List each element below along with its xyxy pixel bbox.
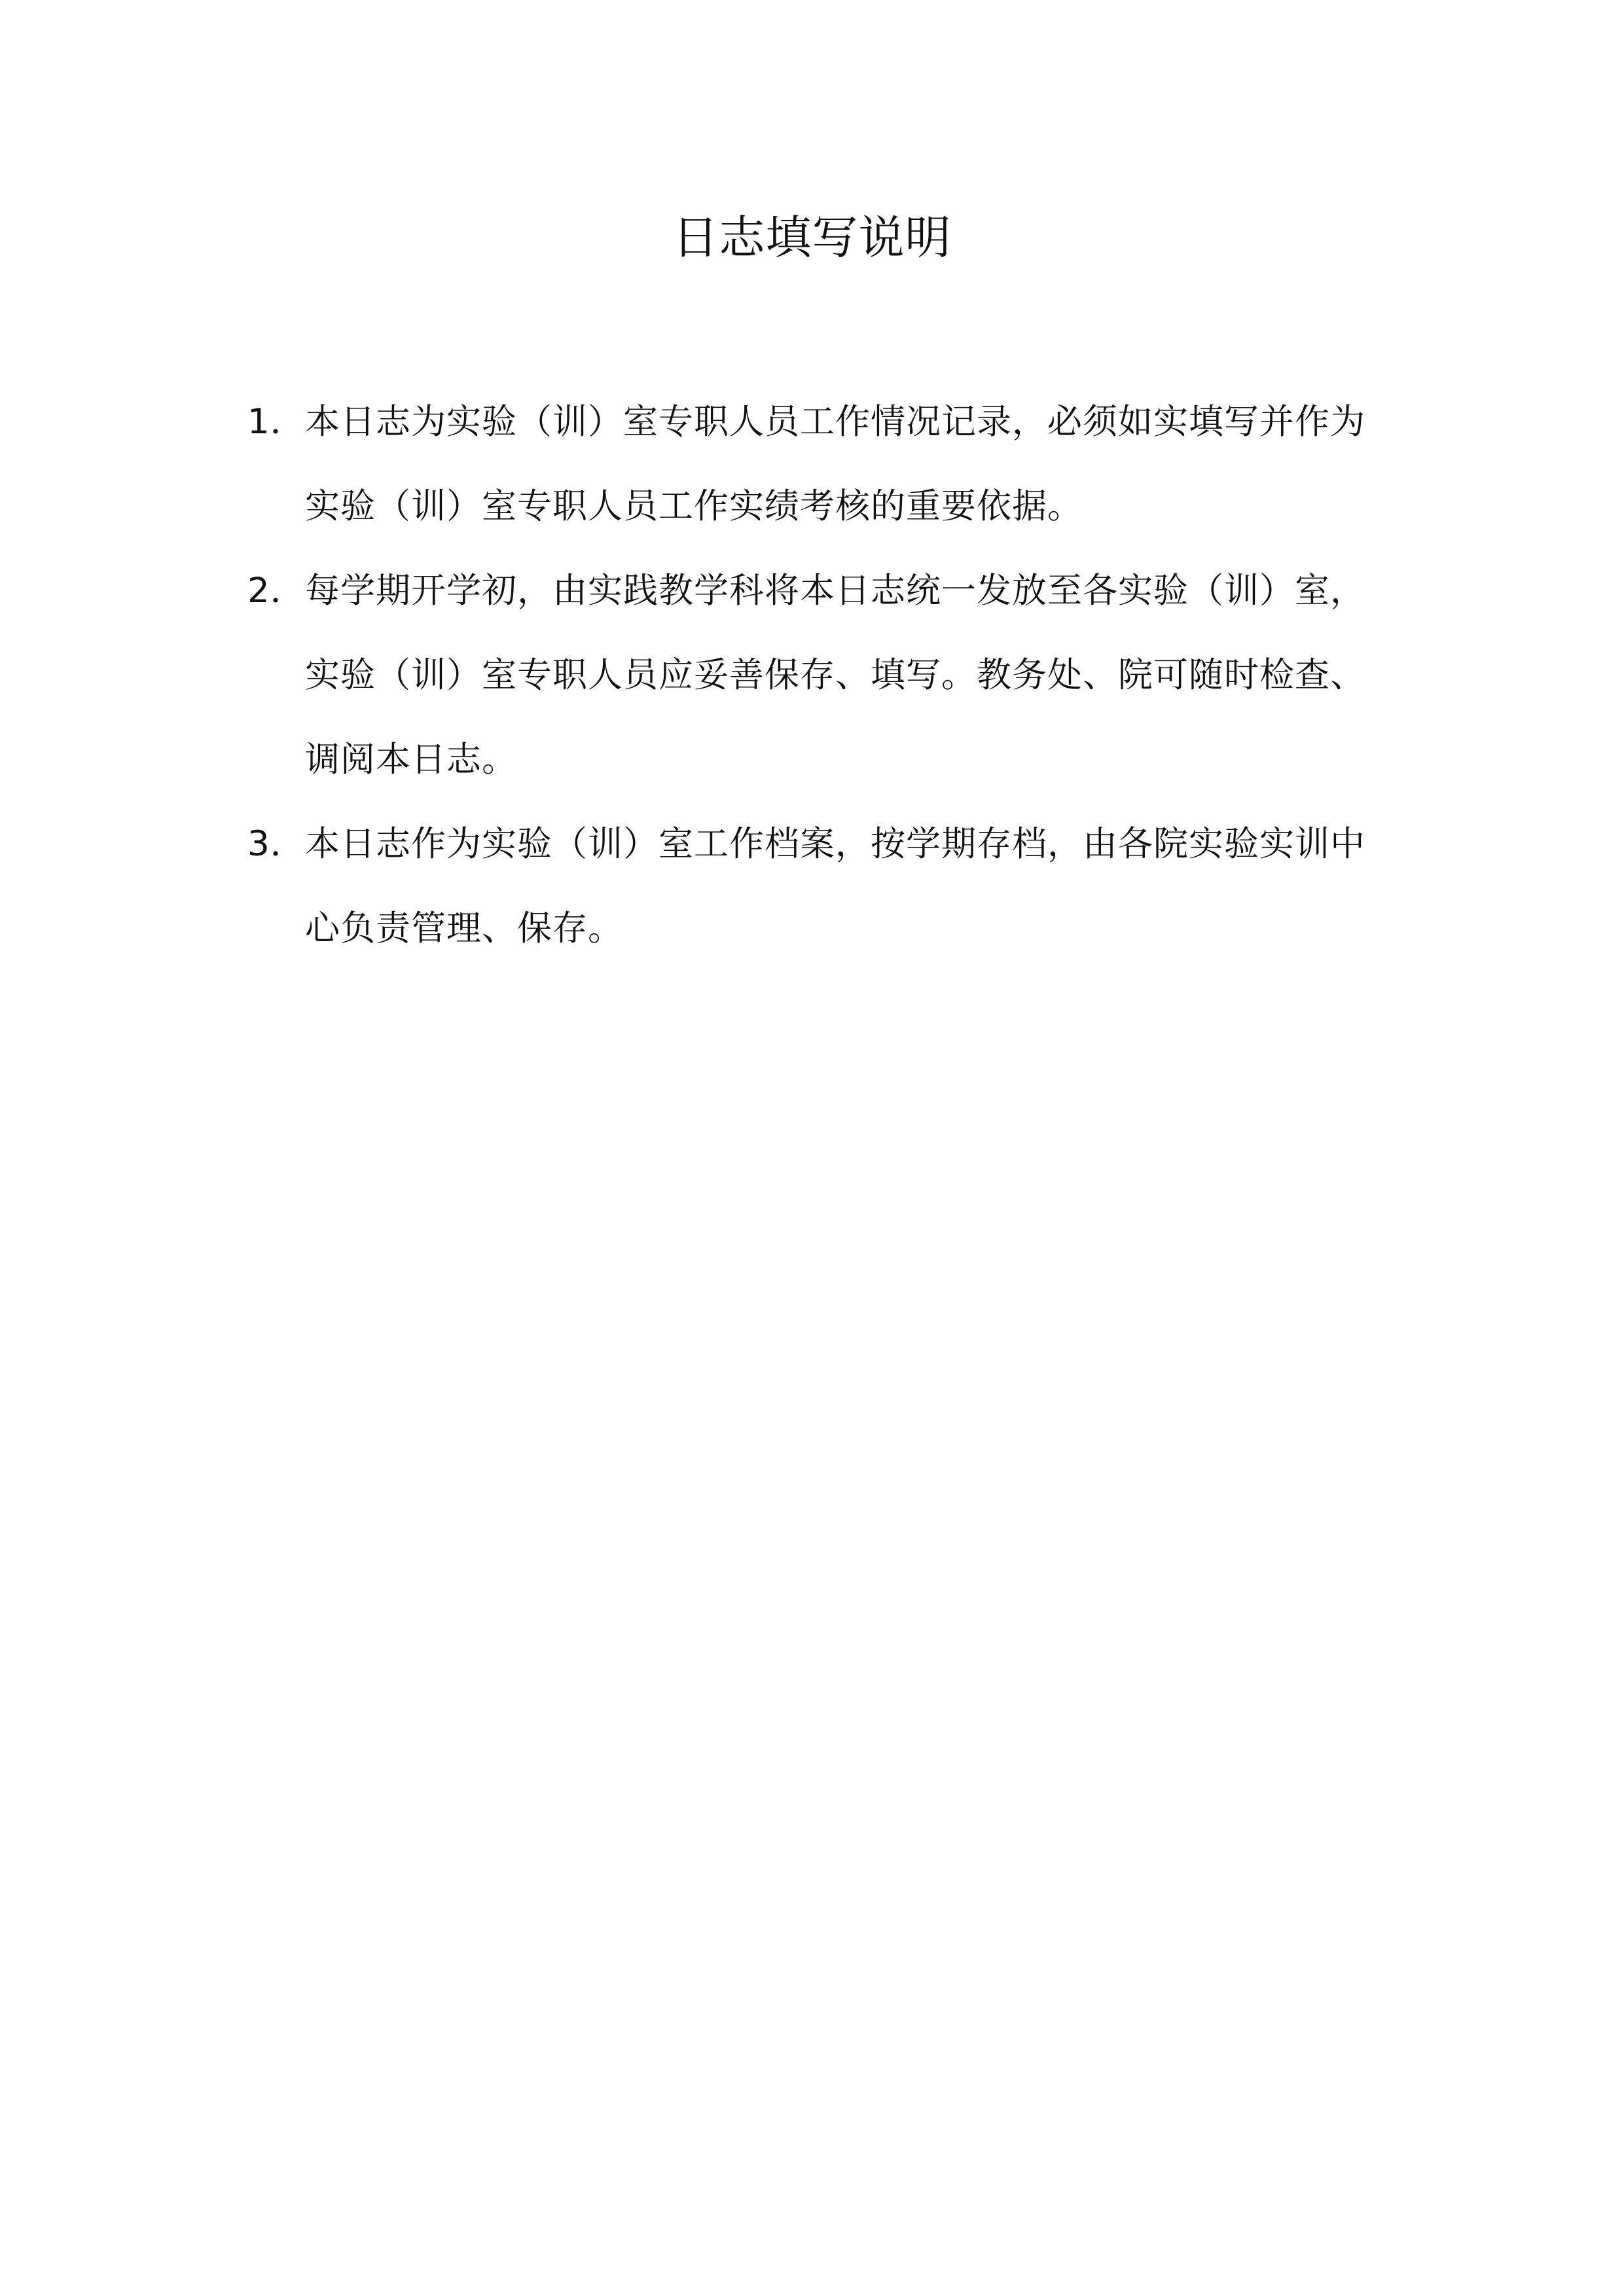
item-number: 2．: [247, 571, 306, 611]
instruction-item-3: [247, 802, 1399, 971]
page-title: 日志填写说明: [672, 211, 952, 264]
item-number: 3．: [247, 824, 306, 864]
instruction-item-1: [247, 380, 1399, 548]
item-number: 1．: [247, 402, 306, 442]
instruction-item-2: [247, 548, 1399, 802]
item-text: 本日志为实验（训）室专职人员工作情况记录，必须如实填写并作为实验（训）室专职人员工作实绩考核的重要依据。: [305, 402, 1365, 526]
item-text: 本日志作为实验（训）室工作档案，按学期存档，由各院实验实训中心负责管理、保存。: [305, 824, 1365, 948]
item-text: 每学期开学初，由实践教学科将本日志统一发放至各实验（训）室，实验（训）室专职人员应妥善保存、填写。教务处、院可随时检查、调阅本日志。: [305, 571, 1365, 780]
instruction-list: [247, 380, 1399, 971]
